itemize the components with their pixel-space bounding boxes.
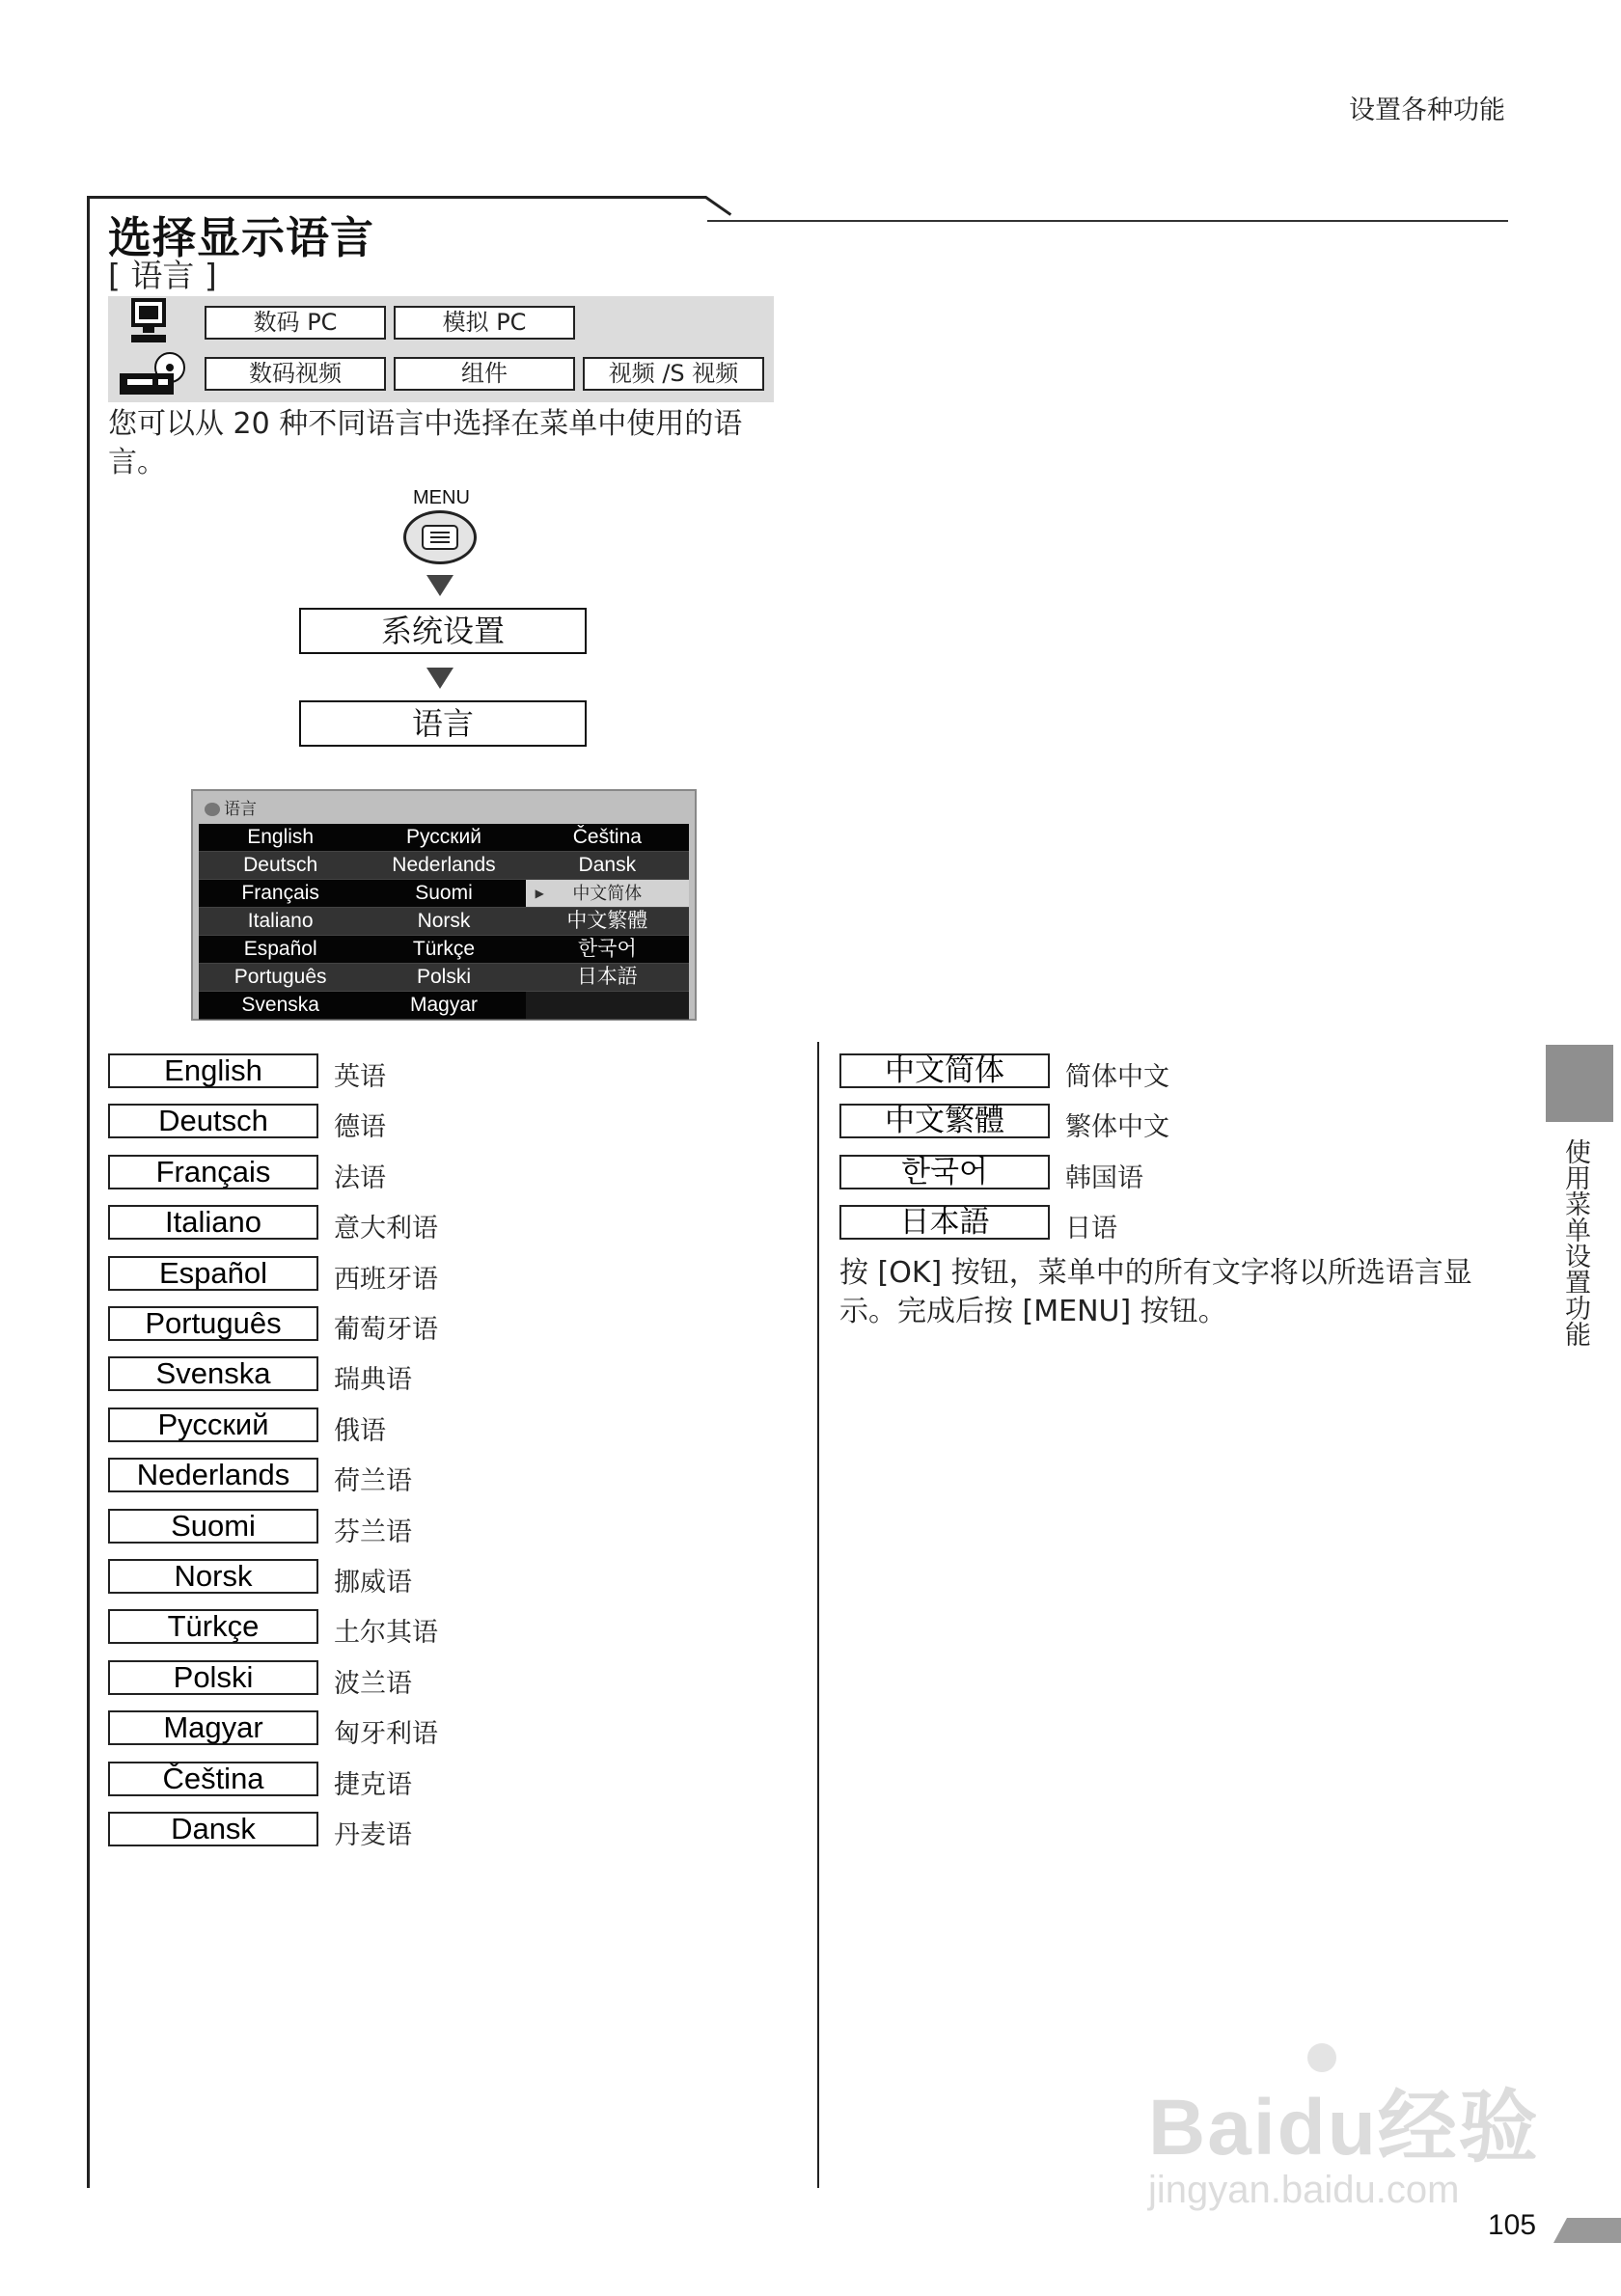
osd-title xyxy=(205,795,257,819)
language-meaning: 繁体中文 xyxy=(1065,1112,1169,1143)
language-meaning: 挪威语 xyxy=(334,1568,412,1598)
osd-language-item: Italiano xyxy=(199,908,362,936)
language-name-box: Polski xyxy=(108,1660,318,1695)
menu-button-icon xyxy=(403,510,477,564)
column-divider xyxy=(817,1042,819,2188)
language-name-box: Dansk xyxy=(108,1812,318,1846)
language-name-box: 日本語 xyxy=(839,1205,1050,1240)
language-name-box: Türkçe xyxy=(108,1609,318,1644)
osd-language-item: Magyar xyxy=(362,992,525,1020)
source-analog-pc: 模拟 PC xyxy=(394,306,575,340)
left-column-rule xyxy=(87,196,90,2188)
language-meaning: 芬兰语 xyxy=(334,1517,412,1547)
language-meaning: 波兰语 xyxy=(334,1668,412,1699)
osd-language-item: Dansk xyxy=(526,852,689,880)
osd-language-item: Deutsch xyxy=(199,852,362,880)
language-name-box: Русский xyxy=(108,1408,318,1442)
language-meaning: 葡萄牙语 xyxy=(334,1315,438,1345)
language-name-box: Italiano xyxy=(108,1205,318,1240)
language-meaning: 日语 xyxy=(1065,1214,1117,1244)
language-name-box: Čeština xyxy=(108,1762,318,1796)
language-name-box: Español xyxy=(108,1256,318,1291)
language-meaning: 英语 xyxy=(334,1062,386,1092)
osd-language-item: Türkçe xyxy=(362,936,525,964)
title-frame-rule xyxy=(707,220,1508,222)
source-digital-video: 数码视频 xyxy=(205,357,386,391)
osd-language-item: Suomi xyxy=(362,880,525,908)
menu-icon xyxy=(205,803,220,816)
osd-language-item: Polski xyxy=(362,964,525,992)
language-name-box: 中文简体 xyxy=(839,1053,1050,1088)
language-meaning: 俄语 xyxy=(334,1415,386,1446)
watermark-url: jingyan.baidu.com xyxy=(1148,2169,1460,2211)
language-meaning: 匈牙利语 xyxy=(334,1719,438,1750)
input-source-band xyxy=(108,296,774,402)
language-meaning: 丹麦语 xyxy=(334,1820,412,1850)
language-name-box: Magyar xyxy=(108,1710,318,1745)
osd-language-item: ▶ 中文简体 xyxy=(526,880,689,908)
language-name-box: 中文繁體 xyxy=(839,1104,1050,1138)
osd-language-item: Português xyxy=(199,964,362,992)
language-meaning: 法语 xyxy=(334,1162,386,1193)
osd-language-item: English xyxy=(199,824,362,852)
osd-language-item: Español xyxy=(199,936,362,964)
page-title: 选择显示语言 xyxy=(108,212,375,263)
language-name-box: Français xyxy=(108,1155,318,1189)
osd-language-grid xyxy=(199,824,689,1016)
intro-text: 您可以从 20 种不同语言中选择在菜单中使用的语言。 xyxy=(108,407,743,479)
language-meaning: 简体中文 xyxy=(1065,1062,1169,1092)
language-name-box: Português xyxy=(108,1306,318,1341)
osd-language-item: 한국어 xyxy=(526,936,689,964)
arrow-down-icon xyxy=(426,575,453,596)
source-video-svideo: 视频 /S 视频 xyxy=(583,357,764,391)
flow-step-system-settings: 系统设置 xyxy=(299,608,587,654)
osd-language-item: Svenska xyxy=(199,992,362,1020)
computer-icon xyxy=(129,298,168,346)
arrow-down-icon xyxy=(426,668,453,689)
osd-language-item: Français xyxy=(199,880,362,908)
language-name-box: English xyxy=(108,1053,318,1088)
language-meaning: 意大利语 xyxy=(334,1214,438,1244)
osd-language-item: 中文繁體 xyxy=(526,908,689,936)
language-name-box: Suomi xyxy=(108,1509,318,1544)
page-subtitle: [ 语言 ] xyxy=(108,257,217,294)
language-name-box: Nederlands xyxy=(108,1458,318,1492)
osd-title-text: 语言 xyxy=(224,800,257,819)
instruction-note: 按 [OK] 按钮，菜单中的所有文字将以所选语言显示。完成后按 [MENU] 按钮。 xyxy=(839,1256,1472,1328)
language-name-box: Norsk xyxy=(108,1559,318,1594)
language-meaning: 荷兰语 xyxy=(334,1466,412,1497)
language-meaning: 土尔其语 xyxy=(334,1618,438,1649)
flow-step-language: 语言 xyxy=(299,700,587,747)
video-deck-icon xyxy=(116,350,189,398)
chapter-tab xyxy=(1546,1045,1613,1122)
watermark-logo: Baidu经验 xyxy=(1148,2084,1540,2172)
osd-language-item: Norsk xyxy=(362,908,525,936)
language-name-box: Svenska xyxy=(108,1356,318,1391)
language-menu-screenshot xyxy=(191,789,697,1021)
source-digital-pc: 数码 PC xyxy=(205,306,386,340)
language-name-box: 한국어 xyxy=(839,1155,1050,1189)
language-meaning: 捷克语 xyxy=(334,1769,412,1800)
language-meaning: 西班牙语 xyxy=(334,1264,438,1295)
language-meaning: 瑞典语 xyxy=(334,1365,412,1396)
title-frame-slant xyxy=(704,196,731,216)
language-name-box: Deutsch xyxy=(108,1104,318,1138)
running-header: 设置各种功能 xyxy=(1349,96,1505,125)
source-component: 组件 xyxy=(394,357,575,391)
language-meaning: 韩国语 xyxy=(1065,1162,1143,1193)
osd-language-item xyxy=(526,992,689,1020)
title-frame-top xyxy=(87,196,706,199)
osd-language-item: 日本語 xyxy=(526,964,689,992)
page-number: 105 xyxy=(1488,2209,1537,2241)
osd-language-item: Русский xyxy=(362,824,525,852)
menu-button-label: MENU xyxy=(413,487,470,508)
chapter-tab-label: 使用菜单设置功能 xyxy=(1560,1138,1590,1347)
language-meaning: 德语 xyxy=(334,1112,386,1143)
osd-language-item: Čeština xyxy=(526,824,689,852)
osd-language-item: Nederlands xyxy=(362,852,525,880)
page-corner-bar xyxy=(1553,2218,1621,2243)
